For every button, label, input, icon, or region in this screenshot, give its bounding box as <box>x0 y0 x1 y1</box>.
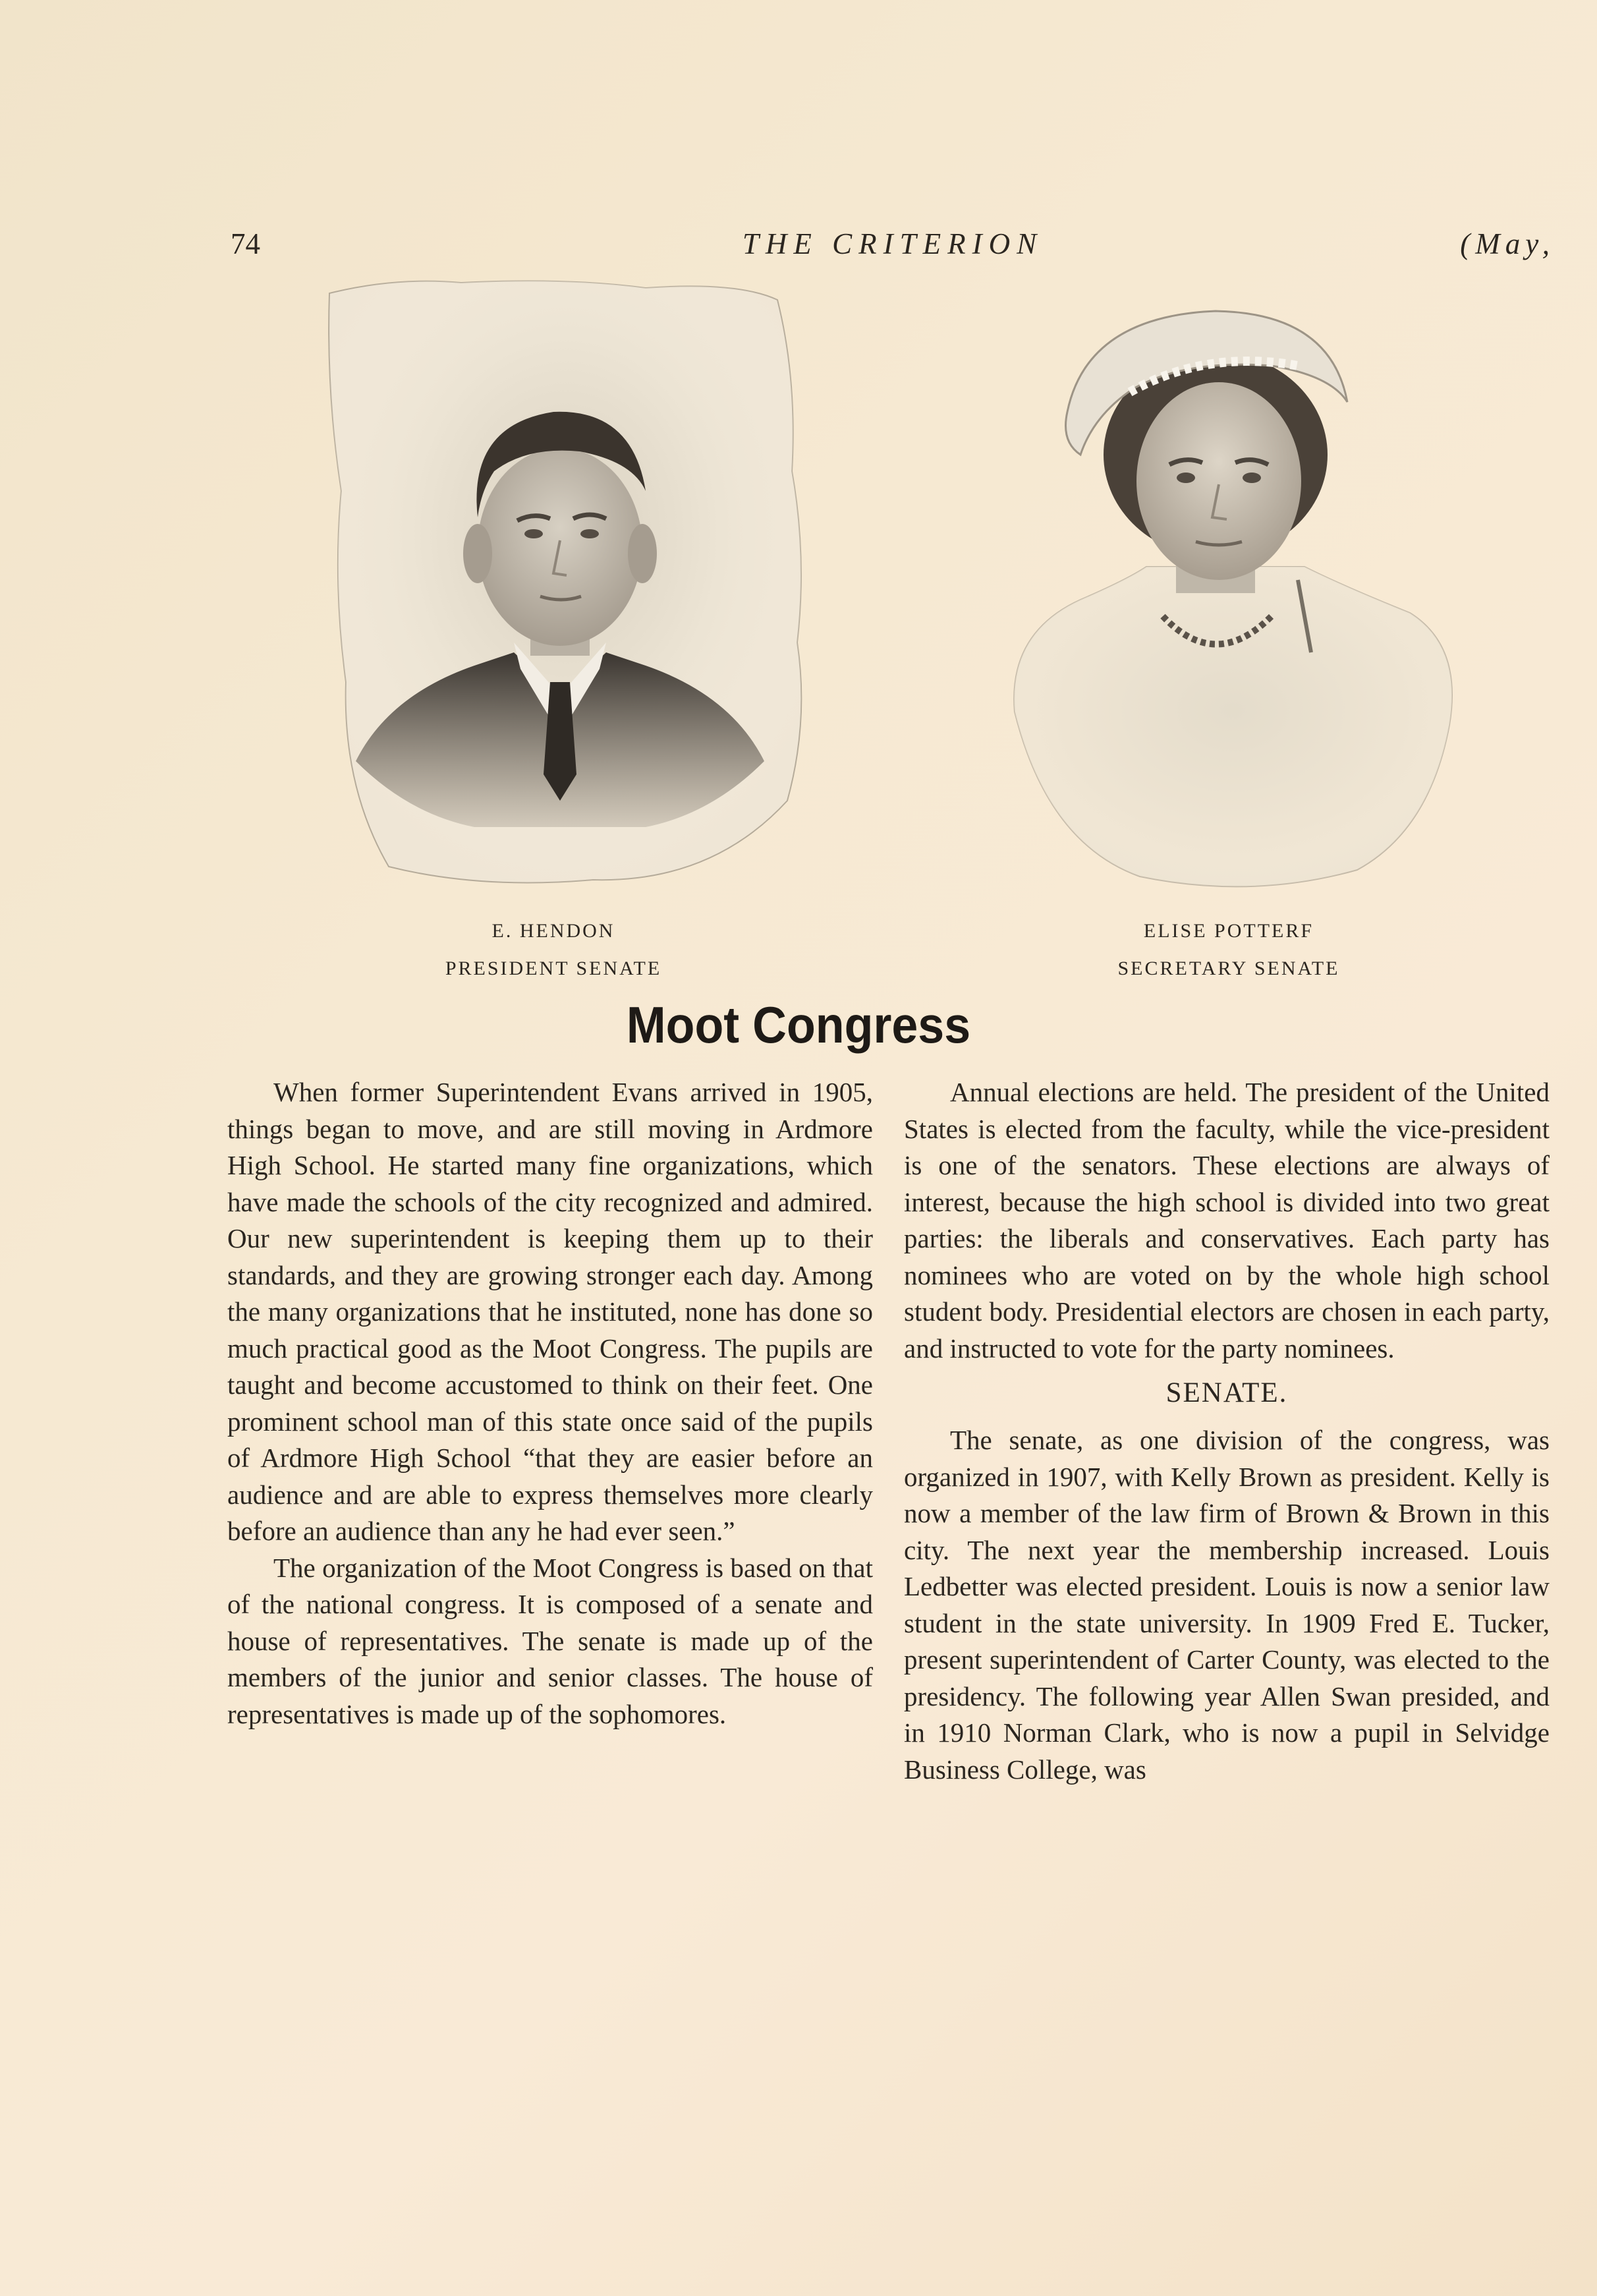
body-paragraph: When former Superintendent Evans arrived in 1905, things began to move, and are still moving in Ardmore High School. He started many fine organizations, which have made the schools of the city recognized and admired. Our new superintendent is keeping them up to their standards, and they are growing stronger each day. Among the many organizations that he instituted, none has done so much practical good as the Moot Congress. The pupils are taught and become accustomed to think on their feet. One prominent school man of this state once said of the pupils of Ardmore High School “that they are easier before an audience and are able to express themselves more clearly before an audience than any he had ever seen.” <box>227 1077 873 1546</box>
page-number: 74 <box>231 227 260 260</box>
portrait-name: E. HENDON <box>491 920 615 942</box>
portrait-caption-right <box>998 912 1459 987</box>
portrait-role: SECRETARY SENATE <box>1117 958 1340 979</box>
body-paragraph: The organization of the Moot Congress is based on that of the national congress. It is composed of a senate and house of representatives. The senate is made up of the members of the junior and senior classes. The house of representatives is made up of the sophomores. <box>227 1552 873 1729</box>
portrait-photo-woman-icon <box>988 303 1469 896</box>
portrait-caption-left <box>323 912 784 987</box>
body-paragraph: The senate, as one division of the congress, was organized in 1907, with Kelly Brown as president. Kelly is now a member of the law firm of Brown & Brown in this city. The next year the membership increased. Louis Ledbetter was elected president. Louis is now a senior law student in the state university. In 1909 Fred E. Tucker, present superintendent of Carter County, was elected to the presidency. The following year Allen Swan presided, and in 1910 Norman Clark, who is now a pupil in Selvidge Business College, was <box>904 1425 1550 1785</box>
body-paragraph: Annual elections are held. The president of the United States is elected from the faculty, while the vice-president is one of the senators. These elections are always of interest, because the high school is divided into two great parties: the liberals and conservatives. Each party has nominees who are voted on by the whole high school student body. Presidential electors are chosen in each party, and instructed to vote for the party nominees. <box>904 1077 1550 1363</box>
section-heading: SENATE. <box>1165 1377 1288 1408</box>
portrait-photo-man-icon <box>316 273 817 890</box>
portrait-name: ELISE POTTERF <box>1143 920 1314 942</box>
journal-title: THE CRITERION <box>742 227 1044 260</box>
article-column-left <box>227 1074 873 1733</box>
article-title: Moot Congress <box>626 996 971 1054</box>
running-head <box>231 224 1555 264</box>
article-column-right <box>904 1074 1550 1788</box>
portrait-role: PRESIDENT SENATE <box>445 958 662 979</box>
issue-date: (May, <box>1460 227 1555 260</box>
